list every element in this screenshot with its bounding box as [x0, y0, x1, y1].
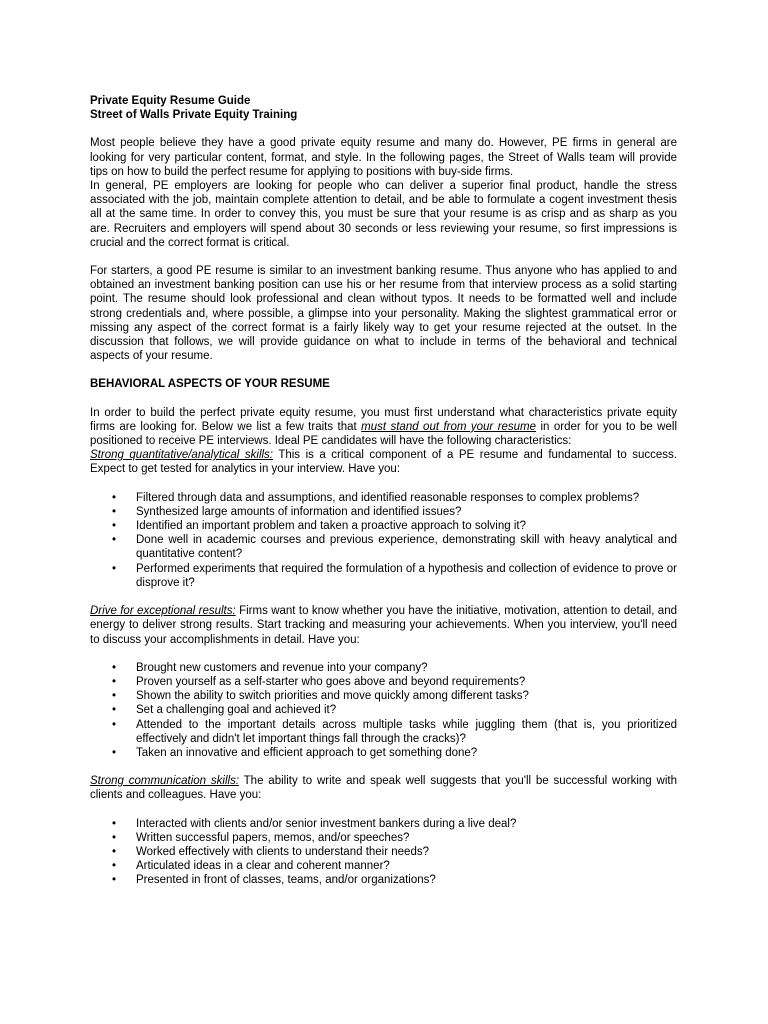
intro-paragraph-1: Most people believe they have a good private equity resume and many do. However, PE firms in general are looking for very particular content, format, and style. In the following pages, the Street of Walls team will provide tips on how to build the perfect resume for applying to positions with buy-side firms. — [90, 137, 677, 178]
list-item: • Done well in academic courses and previous experience, demonstrating skill with heavy analytical and quantitative content? — [90, 533, 677, 561]
list-item: • Filtered through data and assumptions, and identified reasonable responses to complex problems? — [90, 491, 677, 505]
list-item: • Performed experiments that required the formulation of a hypothesis and collection of evidence to prove or disprove it? — [90, 562, 677, 590]
document-title: Private Equity Resume Guide — [90, 95, 251, 107]
behavioral-intro-after: in order for you to be well positioned to receive PE interviews. Ideal PE candidates will have the following characteristics: — [90, 420, 677, 448]
list-item: • Proven yourself as a self-starter who goes above and beyond requirements? — [90, 675, 677, 689]
behavioral-intro-paragraph — [90, 406, 677, 449]
comm-bullet-list — [90, 817, 677, 888]
drive-text: Firms want to know whether you have the initiative, motivation, attention to detail, and energy to deliver strong results. Start tracking and measuring your achievements. When you interview, you'll need to discuss your accomplishments in detail. Have you: — [90, 605, 677, 646]
behavioral-intro-before: In order to build the perfect private equity resume, you must first understand what characteristics private equity firms are looking for. Below we list a few traits that — [90, 406, 677, 433]
list-item: • Set a challenging goal and achieved it? — [90, 703, 677, 717]
list-item: • Articulated ideas in a clear and coherent manner? — [90, 859, 677, 873]
quant-bullet-list — [90, 491, 677, 590]
comm-paragraph — [90, 774, 677, 802]
comm-label: Strong communication skills: — [90, 775, 240, 788]
list-item: • Brought new customers and revenue into your company? — [90, 661, 677, 675]
document-subtitle: Street of Walls Private Equity Training — [90, 109, 298, 122]
section-heading: BEHAVIORAL ASPECTS OF YOUR RESUME — [90, 378, 330, 391]
quant-paragraph — [90, 448, 677, 476]
list-item: • Synthesized large amounts of information and identified issues? — [90, 505, 677, 519]
list-item: • Written successful papers, memos, and/or speeches? — [90, 831, 677, 845]
list-item: • Identified an important problem and taken a proactive approach to solving it? — [90, 519, 677, 533]
list-item: • Worked effectively with clients to understand their needs? — [90, 845, 677, 859]
drive-label: Drive for exceptional results: — [90, 605, 236, 618]
drive-bullet-list — [90, 661, 677, 760]
behavioral-intro-emphasis: must stand out from your resume — [361, 420, 537, 433]
document-body — [90, 94, 677, 888]
list-item: • Attended to the important details across multiple tasks while juggling them (that is, you prioritized effectively and didn't let important things fall through the cracks)? — [90, 718, 677, 746]
drive-paragraph — [90, 604, 677, 647]
list-item: • Interacted with clients and/or senior investment bankers during a live deal? — [90, 817, 677, 831]
list-item: • Shown the ability to switch priorities and move quickly among different tasks? — [90, 689, 677, 703]
quant-text: This is a critical component of a PE resume and fundamental to success. Expect to get tested for analytics in your interview. Have you: — [90, 449, 677, 476]
list-item: • Taken an innovative and efficient approach to get something done? — [90, 746, 677, 760]
quant-label: Strong quantitative/analytical skills: — [90, 449, 273, 462]
intro-paragraph-2: In general, PE employers are looking for people who can deliver a superior final product, handle the stress associated with the job, maintain complete attention to detail, and be able to formulate a cogent investment thesis all at the same time. In order to convey this, you must be sure that your resume is as crisp and as sharp as you are. Recruiters and employers will spend about 30 seconds or less reviewing your resume, so first impressions is crucial and the correct format is critical. — [90, 180, 677, 249]
comm-text: The ability to write and speak well suggests that you'll be successful working with clients and colleagues. Have you: — [90, 775, 677, 802]
intro-paragraph-3: For starters, a good PE resume is similar to an investment banking resume. Thus anyone who has applied to and obtained an investment banking position can use his or her resume from that interview process as a solid starting point. The resume should look professional and clean without typos. It needs to be formatted well and include strong credentials and, where possible, a glimpse into your personality. Making the slightest grammatical error or missing any aspect of the correct format is a fairly likely way to get your resume rejected at the outset. In the discussion that follows, we will provide guidance on what to include in terms of the behavioral and technical aspects of your resume. — [90, 265, 677, 363]
list-item: • Presented in front of classes, teams, and/or organizations? — [90, 873, 677, 887]
